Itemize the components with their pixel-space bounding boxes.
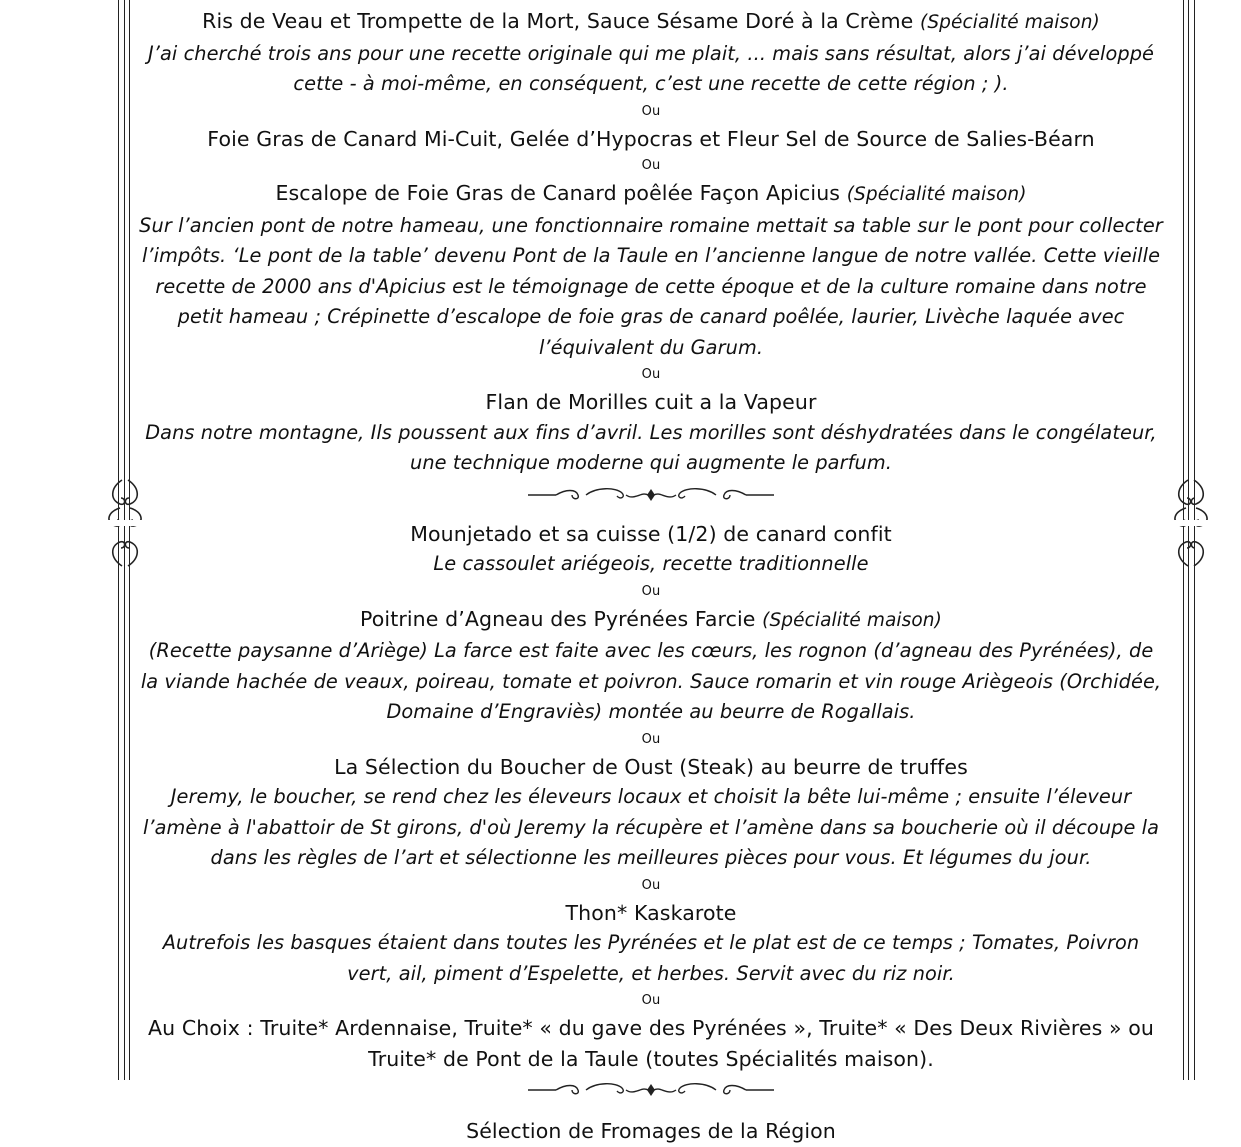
dish-description: Le cassoulet ariégeois, recette traditionnelle xyxy=(433,552,869,575)
dish-entree xyxy=(135,387,1167,479)
dish-title: Escalope de Foie Gras de Canard poêlée Façon Apicius xyxy=(275,181,841,205)
dish-title: Ris de Veau et Trompette de la Mort, Sauce Sésame Doré à la Crème xyxy=(202,9,914,33)
dish-note: (Spécialité maison) xyxy=(920,12,1100,33)
dish-title: Poitrine d’Agneau des Pyrénées Farcie xyxy=(360,606,756,631)
dish-title: Au Choix : Truite* Ardennaise, Truite* « du gave des Pyrénées », Truite* « Des Deux Rivières » ou Truite* de Pont de la Taule (toutes Spécialités maison). xyxy=(147,1016,1155,1071)
dish-title: Foie Gras de Canard Mi-Cuit, Gelée d’Hypocras et Fleur Sel de Source de Salies-Béarn xyxy=(207,126,1095,151)
or-separator: Ou xyxy=(641,158,661,173)
next-section-title: Sélection de Fromages de la Région xyxy=(466,1119,836,1143)
dish-entree xyxy=(135,6,1167,100)
dish-description: J’ai cherché trois ans pour une recette originale qui me plait, ... mais sans résultat, alors j’ai développé cette - à moi-même, en conséquent, c’est une recette de cette région ; ). xyxy=(147,41,1155,95)
or-separator: Ou xyxy=(641,103,661,119)
or-separator: Ou xyxy=(641,731,661,747)
dish-note: (Spécialité maison) xyxy=(846,184,1027,205)
or-separator: Ou xyxy=(641,877,661,893)
dish-note: (Spécialité maison) xyxy=(762,609,942,631)
dish-plat xyxy=(135,898,1167,990)
dish-title: Mounjetado et sa cuisse (1/2) de canard confit xyxy=(410,521,892,546)
menu-page xyxy=(135,6,1167,1147)
dish-plat xyxy=(135,604,1167,728)
or-separator: Ou xyxy=(641,367,661,382)
section-divider xyxy=(135,1080,1167,1114)
dish-entree xyxy=(135,178,1167,363)
dish-entree xyxy=(135,124,1167,155)
dish-description: Dans notre montagne, Ils poussent aux fins d’avril. Les morilles sont déshydratées dans le congélateur, une technique moderne qui augmente le parfum. xyxy=(145,420,1157,474)
flourish-divider-icon xyxy=(526,485,776,505)
dish-description: Sur l’ancien pont de notre hameau, une fonctionnaire romaine mettait sa table sur le pont pour collecter l’impôts. ‘Le pont de la table’ devenu Pont de la Taule en l’ancienne langue de notre vallée. Cette vieille recette de 2000 ans d'Apicius est le témoignage de cette époque et de la culture romaine dans notre petit hameau ; Crépinette d’escalope de foie gras de canard poêlée, laurier, Livèche laquée avec l’équivalent du Garum. xyxy=(139,213,1163,359)
dish-title: La Sélection du Boucher de Oust (Steak) au beurre de truffes xyxy=(334,754,968,779)
dish-description: (Recette paysanne d’Ariège) La farce est faite avec les cœurs, les rognon (d’agneau des Pyrénées), de la viande hachée de veaux, poireau, tomate et poivron. Sauce romarin et vin rouge Ariègeois (Orchidée, Domaine d’Engraviès) montée au beurre de Rogallais. xyxy=(140,639,1162,723)
or-separator: Ou xyxy=(641,583,661,599)
dish-plat xyxy=(135,752,1167,874)
section-divider xyxy=(135,485,1167,519)
or-separator: Ou xyxy=(641,993,661,1008)
dish-description: Jeremy, le boucher, se rend chez les éleveurs locaux et choisit la bête lui-même ; ensuite l’éleveur l’amène à l'abattoir de St girons, d'où Jeremy la récupère et l’amène dans sa boucherie où il découpe la dans les règles de l’art et sélectionne les meilleures pièces pour vous. Et légumes du jour. xyxy=(142,785,1160,869)
dish-plat xyxy=(135,519,1167,580)
right-scroll-ornament-icon xyxy=(1166,478,1216,568)
dish-title: Thon* Kaskarote xyxy=(565,900,737,925)
dish-description: Autrefois les basques étaient dans toutes les Pyrénées et le plat est de ce temps ; Tomates, Poivron vert, ail, piment d’Espelette, et herbes. Servit avec du riz noir. xyxy=(162,931,1140,985)
dish-title: Flan de Morilles cuit a la Vapeur xyxy=(485,390,817,414)
flourish-divider-icon xyxy=(526,1080,776,1100)
dish-plat xyxy=(135,1013,1167,1074)
